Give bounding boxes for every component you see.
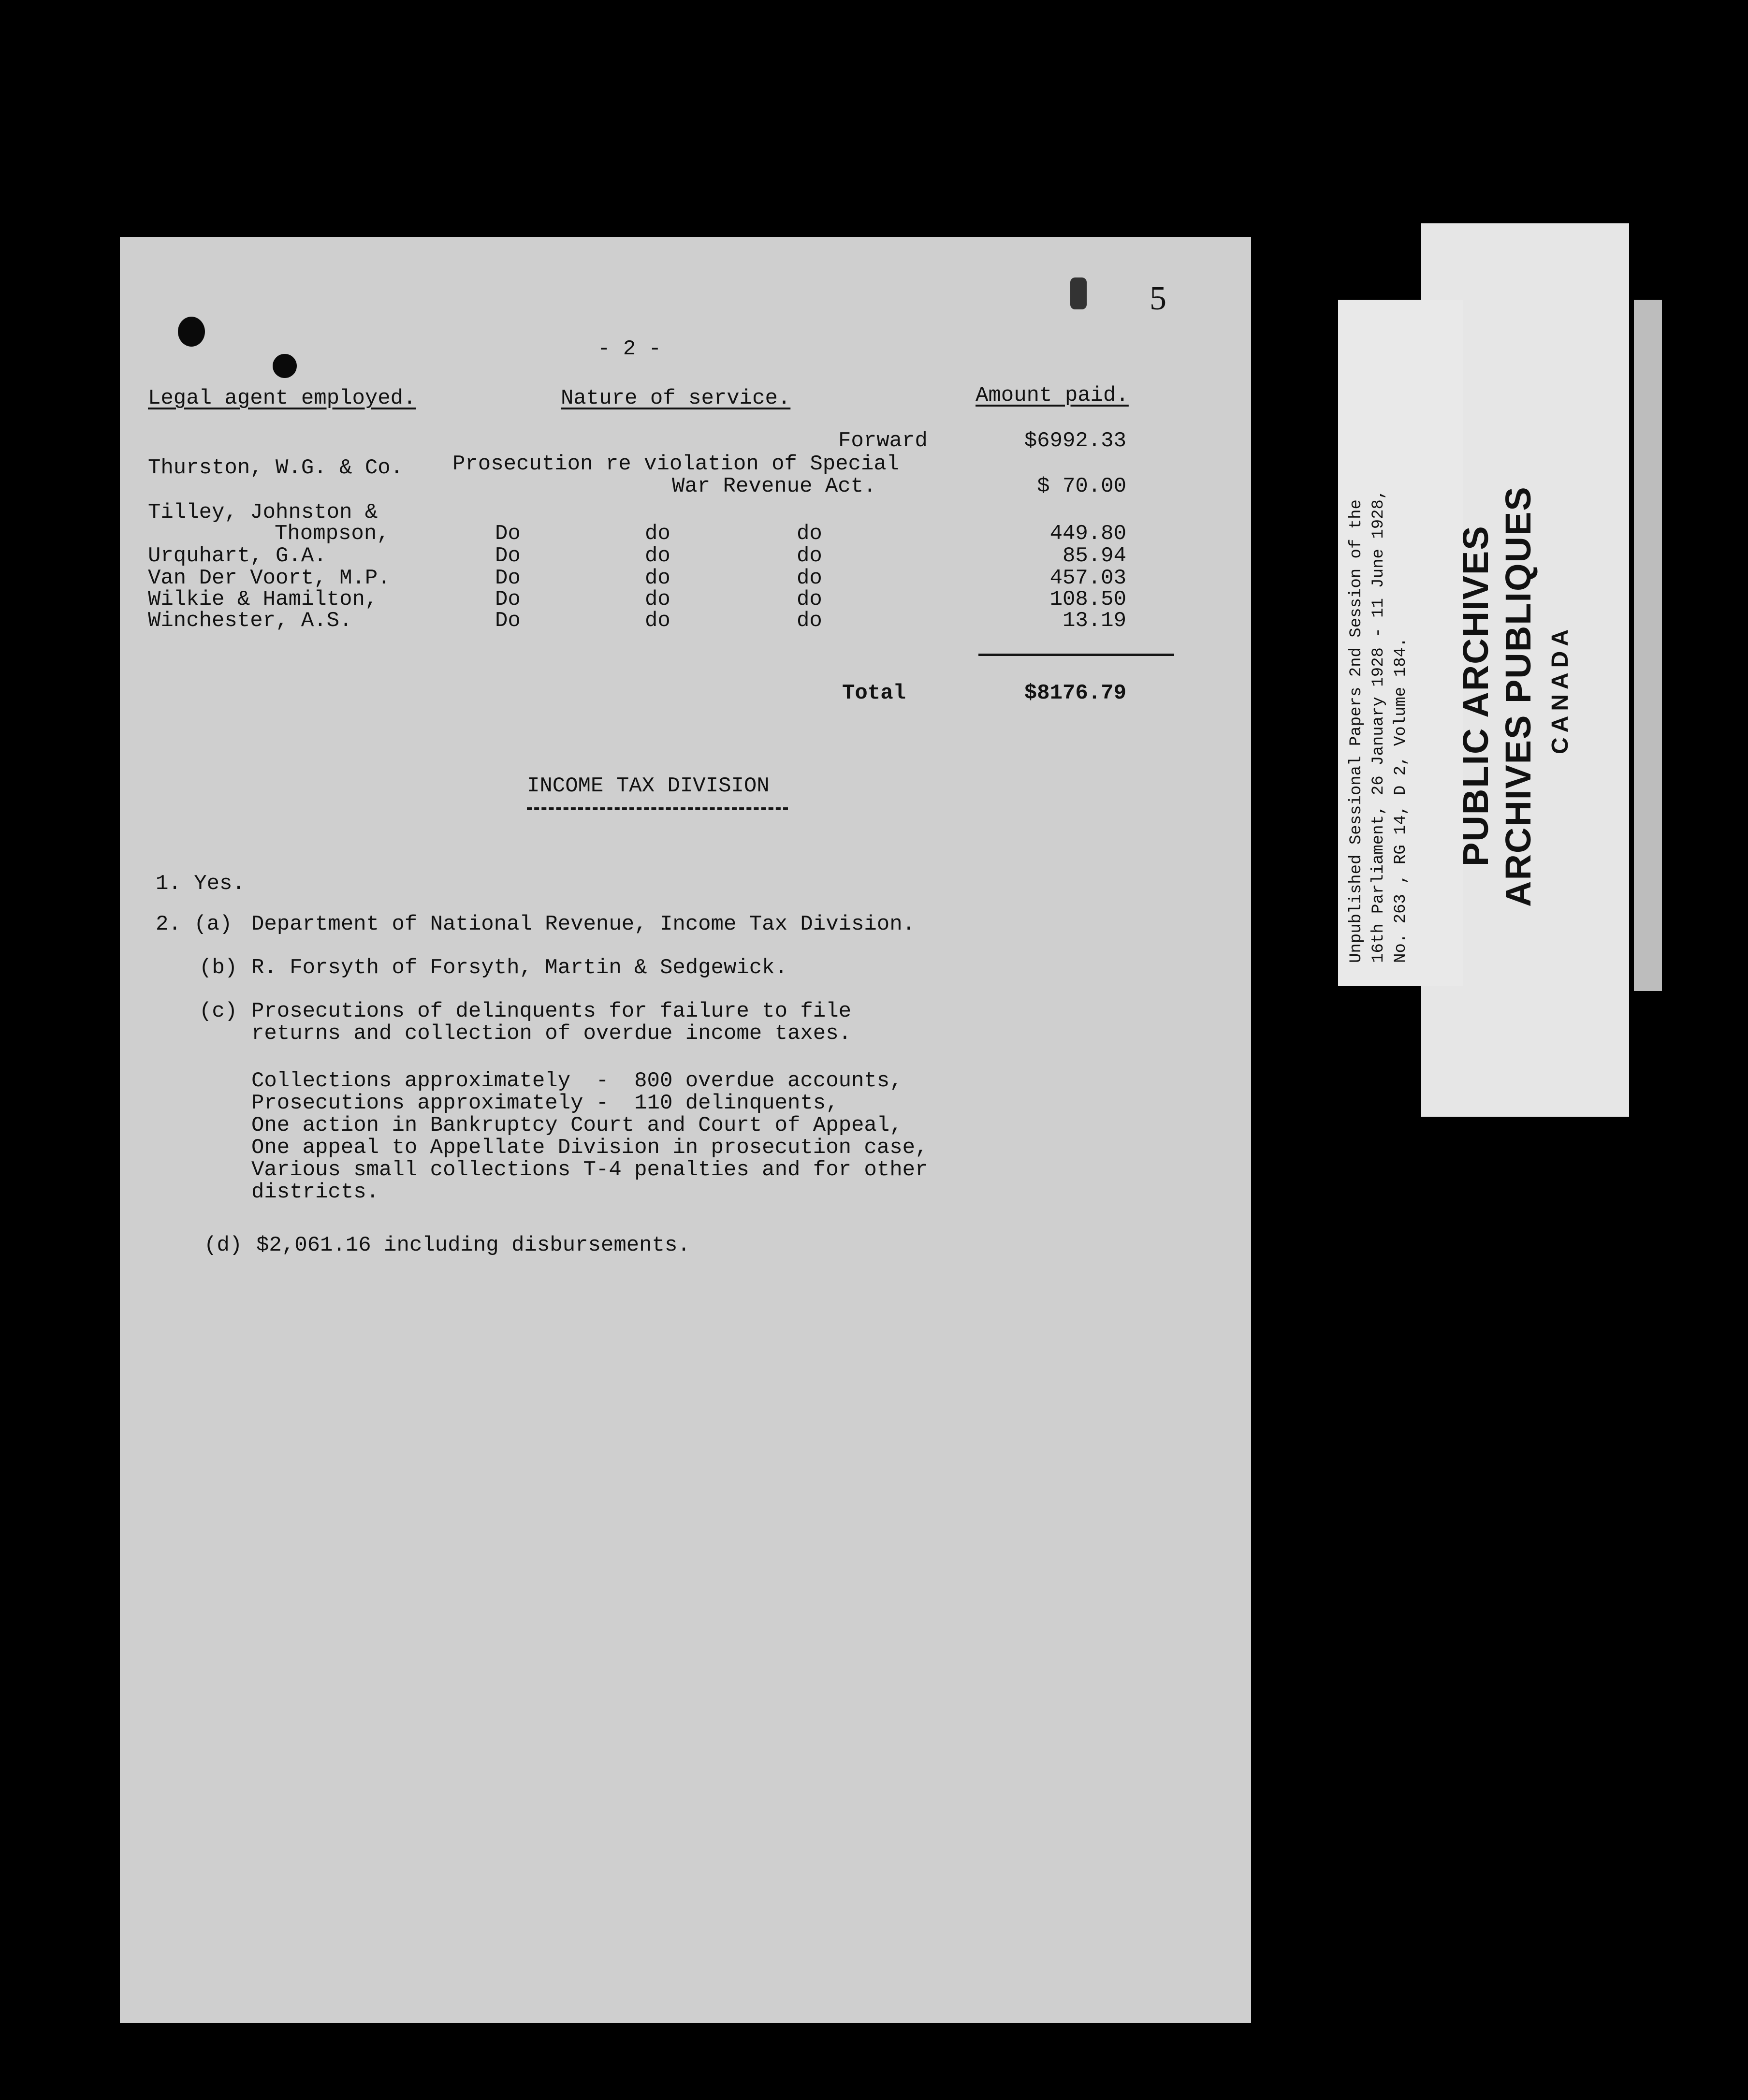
- detail-line: One appeal to Appellate Division in prosecution case,: [251, 1136, 928, 1160]
- section-title: INCOME TAX DIVISION: [527, 774, 770, 798]
- answer-1: 1. Yes.: [156, 872, 245, 896]
- forward-label: Forward: [838, 429, 928, 453]
- ditto-cell: Do: [495, 522, 521, 546]
- section-underline: [527, 807, 788, 810]
- ditto-cell: do: [797, 587, 822, 612]
- archive-title-english: PUBLIC ARCHIVES: [1456, 525, 1496, 866]
- agent-name: Van Der Voort, M.P.: [148, 566, 391, 590]
- header-service: Nature of service.: [561, 386, 791, 410]
- ditto-cell: do: [645, 522, 670, 546]
- header-agent: Legal agent employed.: [148, 386, 416, 410]
- ink-blot: [178, 317, 205, 347]
- detail-line: One action in Bankruptcy Court and Court of Appeal,: [251, 1113, 903, 1138]
- amount-value: 457.03: [1049, 566, 1126, 590]
- ink-blot: [273, 354, 297, 378]
- header-amount: Amount paid.: [976, 383, 1129, 408]
- ditto-cell: Do: [495, 587, 521, 612]
- archive-reference-line: No. 263 , RG 14, D 2, Volume 184.: [1392, 637, 1410, 963]
- ditto-cell: do: [797, 522, 822, 546]
- agent-name: Urquhart, G.A.: [148, 544, 327, 568]
- ditto-cell: do: [797, 609, 822, 633]
- page-marker: - 2 -: [597, 337, 662, 361]
- ditto-cell: Do: [495, 566, 521, 590]
- answer-2a: Department of National Revenue, Income Tax Division.: [251, 912, 916, 936]
- detail-line: Collections approximately - 800 overdue accounts,: [251, 1069, 903, 1093]
- answer-2d-number: (d): [204, 1233, 243, 1257]
- ditto-cell: Do: [495, 609, 521, 633]
- detail-line: Prosecutions approximately - 110 delinquents,: [251, 1091, 839, 1115]
- archive-tag-edge: [1634, 300, 1662, 991]
- ditto-cell: Do: [495, 544, 521, 568]
- folio-number: 5: [1150, 280, 1166, 317]
- archive-country: CANADA: [1547, 625, 1573, 754]
- forward-amount: $6992.33: [1024, 429, 1126, 453]
- amount-value: 108.50: [1049, 587, 1126, 612]
- answer-2a-number: 2. (a): [156, 912, 233, 936]
- detail-line: Various small collections T-4 penalties and for other: [251, 1158, 928, 1182]
- agent-name: Wilkie & Hamilton,: [148, 587, 378, 612]
- ditto-cell: do: [797, 566, 822, 590]
- archive-reference-line: 16th Parliament, 26 January 1928 - 11 June 1928,: [1369, 489, 1388, 963]
- answer-2c-line: returns and collection of overdue income taxes.: [251, 1021, 852, 1046]
- archive-title-french: ARCHIVES PUBLIQUES: [1498, 486, 1538, 907]
- total-amount: $8176.79: [1024, 681, 1126, 705]
- ditto-cell: do: [645, 587, 670, 612]
- archive-reference-line: Unpublished Sessional Papers 2nd Session of the: [1347, 499, 1366, 963]
- answer-2c-number: (c): [199, 999, 238, 1023]
- service-text: Prosecution re violation of Special: [452, 452, 900, 476]
- amount-value: 85.94: [1062, 544, 1126, 568]
- total-rule: [978, 654, 1174, 656]
- agent-name: Thompson,: [275, 522, 390, 546]
- ditto-cell: do: [645, 544, 670, 568]
- answer-2b: R. Forsyth of Forsyth, Martin & Sedgewick.: [251, 956, 787, 980]
- answer-2d: $2,061.16 including disbursements.: [256, 1233, 690, 1257]
- ditto-cell: do: [645, 566, 670, 590]
- total-label: Total: [842, 681, 906, 705]
- answer-2b-number: (b): [199, 956, 238, 980]
- amount-value: $ 70.00: [1037, 474, 1126, 498]
- service-text: War Revenue Act.: [672, 474, 876, 498]
- document-page: [120, 237, 1251, 2023]
- amount-value: 13.19: [1062, 609, 1126, 633]
- ditto-cell: do: [797, 544, 822, 568]
- agent-name: Thurston, W.G. & Co.: [148, 456, 404, 480]
- detail-line: districts.: [251, 1180, 379, 1204]
- answer-2c-line: Prosecutions of delinquents for failure to file: [251, 999, 852, 1023]
- agent-name: Tilley, Johnston &: [148, 500, 378, 525]
- agent-name: Winchester, A.S.: [148, 609, 352, 633]
- stamp-mark: [1070, 277, 1087, 309]
- ditto-cell: do: [645, 609, 670, 633]
- amount-value: 449.80: [1049, 522, 1126, 546]
